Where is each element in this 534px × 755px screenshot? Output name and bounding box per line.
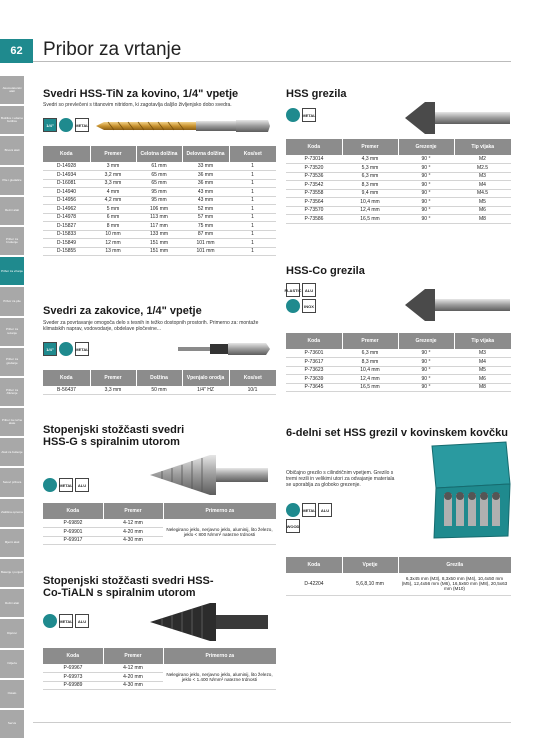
alu-material-icon: ALU [302, 283, 316, 297]
sidebar-tab[interactable]: Pribor za ručne alate [0, 408, 24, 436]
cell-diameter: 12,4 mm [342, 206, 398, 215]
table-row [43, 196, 276, 205]
cell-code: P-73536 [286, 172, 342, 181]
sidebar-tab[interactable]: Pribor za pile [0, 287, 24, 315]
hss-co-countersink-title: HSS-Co grezila [286, 265, 365, 277]
step-drill-tialn-table [43, 648, 276, 690]
table-row [43, 239, 276, 248]
column-header: Kos/set [229, 370, 276, 386]
cell-countersink-angle: 90 ° [398, 358, 454, 367]
cell-pcs: 1 [229, 179, 276, 188]
cell-total-length: 65 mm [136, 179, 182, 188]
cell-screw-type: M6 [454, 206, 511, 215]
sidebar-tab[interactable]: Mjerni alati [0, 529, 24, 557]
cell-suitable-for: Nelegirano jeklo, nerjavno jeklo, aluminij, litо železo, jeklo < 800 N/mm² natezne trdnosti [163, 519, 276, 545]
table-row [286, 155, 511, 164]
step-drill-g-title-line1: Stopenjski stožčasti svedri [43, 424, 185, 436]
cell-code: P-73542 [286, 181, 342, 190]
cell-code: D-14934 [43, 171, 90, 180]
drill-bit-icon [59, 118, 73, 132]
zakovice-description: Sveder za povrtavanje omogoča delo s tesnih in težko dostopnih prostorih. Primerno za: montaže klimatskih naprav, vodovodarje, obdelave pločevine... [43, 320, 259, 332]
cell-code: D-14956 [43, 196, 90, 205]
cell-pcs: 1 [229, 188, 276, 197]
countersink-set-title: 6-delni set HSS grezil v kovinskem kovčku [286, 427, 508, 439]
hss-countersink-title: HSS grezila [286, 88, 347, 100]
table-header-row [43, 648, 276, 664]
cell-diameter: 10,4 mm [342, 198, 398, 207]
table-row [286, 172, 511, 181]
sidebar-tab[interactable]: Pile i glodalice [0, 167, 24, 195]
table-row [286, 573, 511, 595]
cell-diameter: 6,3 mm [342, 349, 398, 358]
cell-diameter: 5,3 mm [342, 164, 398, 173]
cell-working-length: 57 mm [182, 213, 229, 222]
cell-pcs: 1 [229, 205, 276, 214]
step-drill-tialn-icons [43, 614, 89, 628]
drill-bit-icon [286, 503, 300, 517]
cell-countersink-angle: 90 ° [398, 198, 454, 207]
sidebar-tab[interactable]: Rezni alati [0, 197, 24, 225]
zakovice-title: Svedri za zakovice, 1/4" vpetje [43, 305, 202, 317]
sidebar-tab[interactable]: Pribor za brušenje [0, 227, 24, 255]
table-row [286, 215, 511, 224]
cell-working-length: 43 mm [182, 188, 229, 197]
hss-tin-drill-image [96, 116, 270, 136]
hss-co-countersink-image [405, 287, 510, 323]
cell-code: P-69973 [43, 673, 103, 682]
cell-total-length: 117 mm [136, 222, 182, 231]
cell-code: P-73639 [286, 375, 342, 384]
cell-diameter: 9,4 mm [342, 189, 398, 198]
cell-working-length: 36 mm [182, 171, 229, 180]
cell-diameter: 6 mm [90, 213, 136, 222]
cell-countersink-angle: 90 ° [398, 189, 454, 198]
cell-code: D-15827 [43, 222, 90, 231]
cell-diameter: 3,3 mm [90, 179, 136, 188]
cell-countersink-angle: 90 ° [398, 206, 454, 215]
metal-material-icon: METAL [59, 478, 73, 492]
cell-diameter: 4-20 mm [103, 528, 163, 537]
cell-screw-type: M4 [454, 181, 511, 190]
cell-code: D-14928 [43, 162, 90, 171]
table-row [43, 664, 276, 673]
sidebar-tab[interactable]: Setovi pribora [0, 468, 24, 496]
category-sidebar [0, 76, 24, 740]
hss-tin-icons [43, 118, 89, 132]
table-row [286, 206, 511, 215]
cell-working-length: 33 mm [182, 162, 229, 171]
table-header-row [286, 333, 511, 349]
cell-code: P-73564 [286, 198, 342, 207]
cell-code: D-15833 [43, 230, 90, 239]
table-row [286, 349, 511, 358]
column-header: Premer [342, 333, 398, 349]
cell-countersink-angle: 90 ° [398, 366, 454, 375]
step-drill-tialn-image [150, 600, 270, 644]
cell-length: 50 mm [136, 386, 182, 395]
countersink-set-icons [286, 503, 336, 533]
cell-working-length: 43 mm [182, 196, 229, 205]
quarter-inch-shank-icon: 1/4" [43, 342, 57, 356]
sidebar-tab[interactable]: Akumulatorski alati [0, 76, 24, 104]
table-row [286, 375, 511, 384]
sidebar-tab[interactable]: Brusni alati [0, 136, 24, 164]
cell-pcs: 10/1 [229, 386, 276, 395]
table-row [43, 222, 276, 231]
cell-diameter: 4-12 mm [103, 519, 163, 528]
table-row [43, 188, 276, 197]
cell-diameter: 16,5 mm [342, 383, 398, 392]
table-row [43, 230, 276, 239]
cell-screw-type: M2 [454, 155, 511, 164]
cell-total-length: 151 mm [136, 239, 182, 248]
cell-code: P-69892 [43, 519, 103, 528]
column-header: Premer [90, 370, 136, 386]
rivet-drill-image [178, 340, 270, 358]
cell-diameter: 6,3 mm [342, 172, 398, 181]
table-row [286, 198, 511, 207]
column-header: Koda [286, 139, 342, 155]
column-header: Celotna dolžina [136, 146, 182, 162]
zakovice-icons [43, 342, 89, 356]
cell-pcs: 1 [229, 230, 276, 239]
hss-co-countersink-icons [286, 283, 320, 313]
cell-working-length: 101 mm [182, 239, 229, 248]
cell-countersink-angle: 90 ° [398, 375, 454, 384]
table-row [43, 171, 276, 180]
column-header: Koda [43, 146, 90, 162]
sidebar-tab[interactable]: Baterije i punjači [0, 559, 24, 587]
cell-code: D-15855 [43, 247, 90, 256]
metal-material-icon: METAL [302, 503, 316, 517]
cell-shank: 5,6,8,10 mm [342, 573, 398, 595]
countersink-set-description: Običajno grezilo s cilindričnim vpetjem. Grezilo s tremi rezili in velikimi utori za odvajanje materiala se uporablja za globoko grezenje. [286, 470, 395, 488]
step-drill-g-title-line2: HSS-G s spiralnim utorom [43, 436, 180, 448]
cell-pcs: 1 [229, 222, 276, 231]
cell-screw-type: M4.5 [454, 189, 511, 198]
column-header: Koda [43, 370, 90, 386]
drill-bit-icon [43, 614, 57, 628]
hss-co-countersink-table [286, 333, 511, 392]
cell-screw-type: M2.5 [454, 164, 511, 173]
sidebar-tab[interactable]: Odjeća [0, 650, 24, 678]
wood-material-icon: WOOD [286, 519, 300, 533]
table-row [43, 213, 276, 222]
table-row [286, 181, 511, 190]
step-drill-g-icons [43, 478, 89, 492]
metal-material-icon: METAL [75, 342, 89, 356]
cell-screw-type: M5 [454, 198, 511, 207]
column-header: Vpenjalo orodja [182, 370, 229, 386]
sidebar-tab[interactable]: Dijelovi [0, 619, 24, 647]
column-header: Premer [342, 139, 398, 155]
cell-working-length: 101 mm [182, 247, 229, 256]
cell-code: P-69901 [43, 528, 103, 537]
cell-countersink-angle: 90 ° [398, 215, 454, 224]
column-header: Primerno za [163, 648, 276, 664]
cell-diameter: 12 mm [90, 239, 136, 248]
column-header: Tip vijaka [454, 333, 511, 349]
cell-code: D-42204 [286, 573, 342, 595]
step-drill-g-table [43, 503, 276, 545]
cell-countersink-angle: 90 ° [398, 383, 454, 392]
cell-diameter: 4-12 mm [103, 664, 163, 673]
cell-countersink-angle: 90 ° [398, 181, 454, 190]
sidebar-tab[interactable]: Ostalo [0, 680, 24, 708]
sidebar-tab[interactable]: Bušilice i udarne bušilice [0, 106, 24, 134]
cell-working-length: 36 mm [182, 179, 229, 188]
alu-material-icon: ALU [75, 478, 89, 492]
column-header: Koda [286, 333, 342, 349]
cell-code: P-69917 [43, 536, 103, 545]
page-number: 62 [0, 39, 33, 63]
column-header: Grezenje [398, 139, 454, 155]
sidebar-tab[interactable]: Zaštitna oprema [0, 499, 24, 527]
cell-diameter: 16,5 mm [342, 215, 398, 224]
cell-code: P-73586 [286, 215, 342, 224]
cell-diameter: 5 mm [90, 205, 136, 214]
cell-diameter: 3 mm [90, 162, 136, 171]
column-header: Primerno za [163, 503, 276, 519]
cell-diameter: 4-20 mm [103, 673, 163, 682]
cell-pcs: 1 [229, 162, 276, 171]
cell-code: P-73601 [286, 349, 342, 358]
cell-working-length: 75 mm [182, 222, 229, 231]
cell-code: P-73645 [286, 383, 342, 392]
cell-code: D-16081 [43, 179, 90, 188]
hss-tin-title: Svedri HSS-TiN za kovino, 1/4" vpetje [43, 88, 239, 100]
cell-pcs: 1 [229, 239, 276, 248]
cell-diameter: 12,4 mm [342, 375, 398, 384]
cell-code: B-56437 [43, 386, 90, 395]
cell-diameter: 8,3 mm [342, 358, 398, 367]
table-row [43, 386, 276, 395]
column-header: Grezenje [398, 333, 454, 349]
alu-material-icon: ALU [318, 503, 332, 517]
sidebar-tab[interactable]: Alati za bušenje [0, 438, 24, 466]
step-drill-tialn-title-line2: Co-TiALN s spiralnim utorom [43, 587, 196, 599]
column-header: Grezila [398, 557, 511, 573]
cell-diameter: 8 mm [90, 222, 136, 231]
footer-divider [33, 722, 511, 723]
table-header-row [43, 503, 276, 519]
step-drill-g-image [150, 450, 270, 500]
table-header-row [43, 370, 276, 386]
table-row [286, 358, 511, 367]
column-header: Koda [43, 648, 103, 664]
cell-countersink-angle: 90 ° [398, 155, 454, 164]
cell-diameter: 10,4 mm [342, 366, 398, 375]
cell-screw-type: M6 [454, 375, 511, 384]
cell-suitable-for: Nelegirano jeklo, nerjavno jeklo, aluminij, litо železo, jeklo < 1.400 N/mm² natezne trdnosti [163, 664, 276, 690]
column-header: Koda [43, 503, 103, 519]
cell-total-length: 65 mm [136, 171, 182, 180]
cell-code: P-73014 [286, 155, 342, 164]
page-title: Pribor za vrtanje [43, 39, 182, 60]
cell-diameter: 8,3 mm [342, 181, 398, 190]
cell-code: P-73558 [286, 189, 342, 198]
metal-material-icon: METAL [75, 118, 89, 132]
table-row [286, 164, 511, 173]
plastic-material-icon: PLASTIC [286, 283, 300, 297]
column-header: Premer [103, 503, 163, 519]
cell-code: P-73623 [286, 366, 342, 375]
cell-screw-type: M5 [454, 366, 511, 375]
table-row [43, 179, 276, 188]
cell-diameter: 4-30 mm [103, 536, 163, 545]
table-row [43, 519, 276, 528]
hss-countersink-table [286, 139, 511, 224]
column-header: Delovna dolžina [182, 146, 229, 162]
drill-bit-icon [59, 342, 73, 356]
drill-bit-icon [286, 299, 300, 313]
cell-pcs: 1 [229, 196, 276, 205]
cell-total-length: 95 mm [136, 196, 182, 205]
cell-diameter: 4,3 mm [342, 155, 398, 164]
column-header: Vpetje [342, 557, 398, 573]
cell-total-length: 151 mm [136, 247, 182, 256]
cell-diameter: 10 mm [90, 230, 136, 239]
cell-screw-type: M8 [454, 215, 511, 224]
table-row [43, 205, 276, 214]
cell-screw-type: M4 [454, 358, 511, 367]
hss-countersink-icons [286, 108, 316, 122]
cell-total-length: 61 mm [136, 162, 182, 171]
quarter-inch-shank-icon: 1/4" [43, 118, 57, 132]
drill-bit-icon [43, 478, 57, 492]
sidebar-tab[interactable]: Pribor za čišćenje [0, 378, 24, 406]
cell-pcs: 1 [229, 247, 276, 256]
hss-tin-description: Svedri so prevlečeni s titanovim nitridom, ki zagotavlja daljšo življenjsko dobo svedra. [43, 102, 232, 108]
cell-diameter: 3,2 mm [90, 171, 136, 180]
cell-code: P-69989 [43, 681, 103, 690]
cell-screw-type: M8 [454, 383, 511, 392]
cell-diameter: 4-30 mm [103, 681, 163, 690]
table-row [286, 366, 511, 375]
cell-pcs: 1 [229, 171, 276, 180]
sidebar-tab[interactable]: Pribor za vrtanje [0, 257, 24, 285]
cell-countersink-angle: 90 ° [398, 164, 454, 173]
cell-chuck: 1/4" HZ [182, 386, 229, 395]
header-divider [33, 61, 511, 62]
cell-working-length: 87 mm [182, 230, 229, 239]
countersink-set-table [286, 557, 511, 596]
column-header: Koda [286, 557, 342, 573]
table-header-row [43, 146, 276, 162]
cell-countersink-angle: 90 ° [398, 349, 454, 358]
step-drill-tialn-title-line1: Stopenjski stožčasti svedri HSS- [43, 575, 214, 587]
inox-material-icon: INOX [302, 299, 316, 313]
column-header: Premer [103, 648, 163, 664]
cell-diameter: 4,2 mm [90, 196, 136, 205]
sidebar-tab[interactable]: Ručni alati [0, 589, 24, 617]
table-header-row [286, 139, 511, 155]
cell-code: D-14940 [43, 188, 90, 197]
alu-material-icon: ALU [75, 614, 89, 628]
drill-bit-icon [286, 108, 300, 122]
table-row [286, 189, 511, 198]
cell-total-length: 113 mm [136, 213, 182, 222]
cell-code: P-73520 [286, 164, 342, 173]
sidebar-tab[interactable]: Pribor za glodanje [0, 348, 24, 376]
metal-material-icon: METAL [59, 614, 73, 628]
hss-tin-table [43, 146, 276, 256]
cell-diameter: 13 mm [90, 247, 136, 256]
cell-diameter: 4 mm [90, 188, 136, 197]
cell-total-length: 106 mm [136, 205, 182, 214]
cell-screw-type: M3 [454, 349, 511, 358]
column-header: Tip vijaka [454, 139, 511, 155]
cell-code: D-15849 [43, 239, 90, 248]
cell-diameter: 3,3 mm [90, 386, 136, 395]
metal-material-icon: METAL [302, 108, 316, 122]
cell-working-length: 52 mm [182, 205, 229, 214]
zakovice-table [43, 370, 276, 395]
cell-code: P-73617 [286, 358, 342, 367]
sidebar-tab[interactable]: Servis [0, 710, 24, 738]
sidebar-tab[interactable]: Pribor za rezanje [0, 318, 24, 346]
cell-total-length: 95 mm [136, 188, 182, 197]
cell-code: P-73570 [286, 206, 342, 215]
cell-total-length: 133 mm [136, 230, 182, 239]
cell-countersinks: 6,3x45 mm (M3), 8,3x50 mm (M4), 10,4x50 mm (M5), 12,4x56 mm (M6), 16,5x60 mm (M8), 20,5x63 mm (M10) [398, 573, 511, 595]
cell-screw-type: M3 [454, 172, 511, 181]
table-row [43, 247, 276, 256]
cell-code: P-69967 [43, 664, 103, 673]
cell-pcs: 1 [229, 213, 276, 222]
countersink-set-case-image [428, 440, 512, 540]
cell-countersink-angle: 90 ° [398, 172, 454, 181]
table-header-row [286, 557, 511, 573]
hss-countersink-image [405, 100, 510, 136]
column-header: Premer [90, 146, 136, 162]
table-row [43, 162, 276, 171]
column-header: Dolžina [136, 370, 182, 386]
table-row [286, 383, 511, 392]
cell-code: D-14978 [43, 213, 90, 222]
column-header: Kos/set [229, 146, 276, 162]
cell-code: D-14962 [43, 205, 90, 214]
